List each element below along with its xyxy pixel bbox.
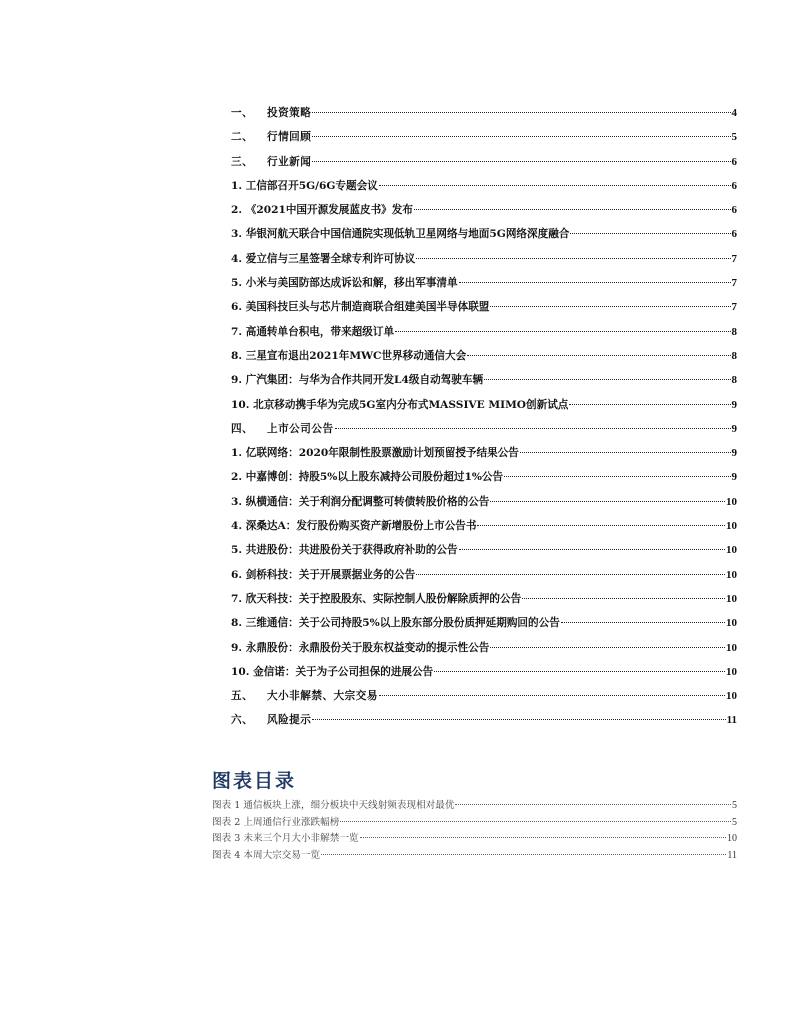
dot-leader [340, 821, 731, 822]
toc-entry-title [231, 324, 394, 339]
toc-entry[interactable] [231, 494, 737, 518]
toc-entry[interactable] [231, 275, 737, 299]
toc-entry[interactable] [231, 688, 737, 712]
toc-page-number: 4 [731, 107, 737, 119]
toc-section-number: 六、 [231, 714, 254, 727]
toc-entry[interactable] [231, 712, 737, 736]
dot-leader [490, 501, 725, 502]
toc-entry-title [231, 591, 521, 606]
toc-entry-text: 6. 剑桥科技：关于开展票据业务的公告 [231, 568, 416, 581]
dot-leader [459, 282, 731, 283]
toc-entry[interactable] [231, 567, 737, 591]
toc-entry-text: 4. 爱立信与三星签署全球专利许可协议 [231, 252, 416, 265]
toc-entry-title [231, 397, 568, 412]
dot-leader [395, 331, 730, 332]
toc-entry-text: 5. 共进股份：共进股份关于获得政府补助的公告 [231, 544, 458, 557]
dot-leader [484, 379, 730, 380]
toc-page-number: 9 [731, 422, 737, 435]
toc-entry-title [231, 251, 415, 266]
toc-page-number: 8 [731, 374, 737, 387]
toc-entry-text: 风险提示 [267, 714, 312, 727]
figure-entry-title: 图表 1 通信板块上涨，细分板块中天线射频表现相对最优 [212, 800, 455, 811]
toc-entry-title [231, 348, 466, 363]
toc-entry[interactable] [231, 640, 737, 664]
dot-leader [467, 355, 730, 356]
figure-entry[interactable] [212, 814, 737, 831]
toc-page-number: 7 [731, 301, 737, 314]
dot-leader [312, 112, 730, 113]
figure-page-number: 5 [732, 816, 737, 828]
toc-page-number: 7 [731, 277, 737, 290]
toc-page-number: 10 [726, 495, 737, 508]
toc-entry[interactable] [231, 591, 737, 615]
toc-entry[interactable] [231, 129, 737, 153]
toc-section-number: 一、 [231, 107, 254, 119]
dot-leader [416, 574, 725, 575]
toc-entry[interactable] [231, 299, 737, 323]
dot-leader [490, 647, 725, 648]
toc-entry-text: 3. 纵横通信：关于利润分配调整可转债转股价格的公告 [231, 495, 490, 508]
toc-entry-text: 上市公司公告 [267, 422, 334, 435]
toc-entry-title [231, 469, 503, 484]
toc-entry-text: 2. 《2021中国开源发展蓝皮书》发布 [231, 204, 413, 217]
toc-entry-title [231, 129, 311, 144]
dot-leader [434, 671, 725, 672]
toc-page-number: 6 [731, 228, 737, 241]
dot-leader [379, 185, 731, 186]
toc-entry-text: 1. 亿联网络：2020年限制性股票激励计划预留授予结果公告 [231, 447, 519, 460]
toc-page-number: 6 [731, 179, 737, 192]
toc-entry-text: 投资策略 [267, 107, 312, 119]
dot-leader [455, 804, 731, 805]
toc-entry[interactable] [231, 202, 737, 226]
toc-entry[interactable] [231, 105, 737, 129]
toc-entry-text: 1. 工信部召开5G/6G专题会议 [231, 179, 378, 192]
toc-entry-title [231, 445, 519, 460]
toc-entry[interactable] [231, 445, 737, 469]
toc-page-number: 6 [731, 155, 737, 168]
toc-entry-text: 9. 永鼎股份：永鼎股份关于股东权益变动的提示性公告 [231, 641, 490, 654]
toc-page-number: 10 [726, 520, 737, 533]
toc-page-number: 6 [731, 204, 737, 217]
toc-entry-text: 10. 金信诺：关于为子公司担保的进展公告 [231, 665, 434, 678]
dot-leader [414, 209, 731, 210]
toc-entry-title [231, 494, 489, 509]
toc-entry[interactable] [231, 348, 737, 372]
toc-entry-title [231, 105, 311, 120]
dot-leader [520, 452, 731, 453]
toc-entry-title [231, 421, 334, 436]
dot-leader [335, 428, 731, 429]
dot-leader [360, 837, 726, 838]
dot-leader [379, 695, 725, 696]
figure-entry-title: 图表 3 未来三个月大小非解禁一览 [212, 833, 359, 844]
dot-leader [522, 598, 725, 599]
table-of-contents [231, 105, 737, 737]
dot-leader [459, 549, 725, 550]
dot-leader [312, 136, 730, 137]
toc-entry-text: 5. 小米与美国防部达成诉讼和解，移出军事清单 [231, 277, 458, 290]
toc-entry[interactable] [231, 154, 737, 178]
toc-entry-title [231, 178, 378, 193]
dot-leader [312, 161, 730, 162]
toc-entry[interactable] [231, 324, 737, 348]
dot-leader [504, 476, 730, 477]
toc-entry-text: 10. 北京移动携手华为完成5G室内分布式MASSIVE MIMO创新试点 [231, 398, 569, 411]
toc-section-number: 五、 [231, 690, 254, 703]
toc-page-number: 9 [731, 471, 737, 484]
toc-entry-title [231, 640, 489, 655]
toc-entry-text: 2. 中嘉博创：持股5%以上股东减持公司股份超过1%公告 [231, 471, 504, 484]
toc-section-number: 二、 [231, 131, 254, 144]
toc-entry[interactable] [231, 469, 737, 493]
toc-entry-text: 大小非解禁、大宗交易 [267, 690, 378, 703]
dot-leader [569, 404, 730, 405]
toc-entry-text: 8. 三星宣布退出2021年MWC世界移动通信大会 [231, 349, 467, 362]
toc-entry-title [231, 372, 483, 387]
toc-entry[interactable] [231, 372, 737, 396]
toc-page-number: 10 [726, 690, 737, 703]
toc-entry-title [231, 567, 415, 582]
toc-entry-text: 行业新闻 [267, 155, 312, 168]
dot-leader [477, 525, 725, 526]
toc-page-number: 10 [726, 641, 737, 654]
toc-page-number: 5 [731, 131, 737, 144]
toc-page-number: 10 [726, 592, 737, 605]
toc-entry-text: 8. 三维通信：关于公司持股5%以上股东部分股份质押延期购回的公告 [231, 617, 560, 630]
dot-leader [321, 854, 726, 855]
toc-page-number: 8 [731, 325, 737, 338]
toc-entry-title [231, 299, 489, 314]
toc-section-number: 三、 [231, 155, 254, 168]
toc-entry-text: 3. 华银河航天联合中国信通院实现低轨卫星网络与地面5G网络深度融合 [231, 228, 570, 241]
toc-entry[interactable] [231, 226, 737, 250]
figures-heading: 图表目录 [212, 770, 297, 792]
dot-leader [416, 258, 730, 259]
toc-entry-title [231, 688, 378, 703]
toc-entry[interactable] [231, 421, 737, 445]
toc-entry-text: 7. 欣天科技：关于控股股东、实际控制人股份解除质押的公告 [231, 592, 522, 605]
toc-page-number: 9 [731, 447, 737, 460]
toc-entry[interactable] [231, 542, 737, 566]
toc-entry-title [231, 712, 311, 727]
dot-leader [312, 719, 725, 720]
toc-entry-text: 9. 广汽集团：与华为合作共同开发L4级自动驾驶车辆 [231, 374, 484, 387]
toc-entry-text: 行情回顾 [267, 131, 312, 144]
dot-leader [561, 622, 725, 623]
dot-leader [490, 306, 730, 307]
toc-entry[interactable] [231, 397, 737, 421]
toc-page-number: 10 [726, 617, 737, 630]
toc-entry-text: 4. 深桑达A：发行股份购买资产新增股份上市公告书 [231, 520, 477, 533]
toc-entry-title [231, 226, 569, 241]
toc-page-number: 8 [731, 349, 737, 362]
toc-entry-title [231, 542, 458, 557]
toc-entry[interactable] [231, 251, 737, 275]
toc-section-number: 四、 [231, 422, 254, 435]
toc-page-number: 7 [731, 252, 737, 265]
toc-entry[interactable] [231, 664, 737, 688]
toc-page-number: 11 [726, 714, 737, 727]
toc-page-number: 10 [726, 665, 737, 678]
toc-entry-title [231, 275, 458, 290]
figure-page-number: 11 [727, 849, 737, 861]
dot-leader [570, 233, 730, 234]
figure-entry-title: 图表 4 本周大宗交易一览 [212, 849, 321, 861]
toc-entry[interactable] [231, 518, 737, 542]
toc-entry-text: 6. 美国科技巨头与芯片制造商联合组建美国半导体联盟 [231, 301, 490, 314]
figures-list [212, 797, 737, 863]
figure-entry[interactable] [212, 847, 737, 864]
toc-page-number: 9 [731, 398, 737, 411]
figure-page-number: 5 [732, 800, 737, 811]
figure-entry[interactable] [212, 797, 737, 814]
toc-entry-text: 7. 高通转单台积电，带来超级订单 [231, 325, 395, 338]
toc-entry-title [231, 615, 560, 630]
figure-page-number: 10 [727, 833, 737, 844]
toc-entry-title [231, 154, 311, 169]
toc-page-number: 10 [726, 544, 737, 557]
figure-entry-title: 图表 2 上周通信行业涨跌幅榜 [212, 816, 340, 828]
toc-entry-title [231, 518, 476, 533]
toc-entry[interactable] [231, 178, 737, 202]
toc-page-number: 10 [726, 568, 737, 581]
toc-entry[interactable] [231, 615, 737, 639]
toc-entry-title [231, 664, 433, 679]
figure-entry[interactable] [212, 830, 737, 847]
toc-entry-title [231, 202, 413, 217]
